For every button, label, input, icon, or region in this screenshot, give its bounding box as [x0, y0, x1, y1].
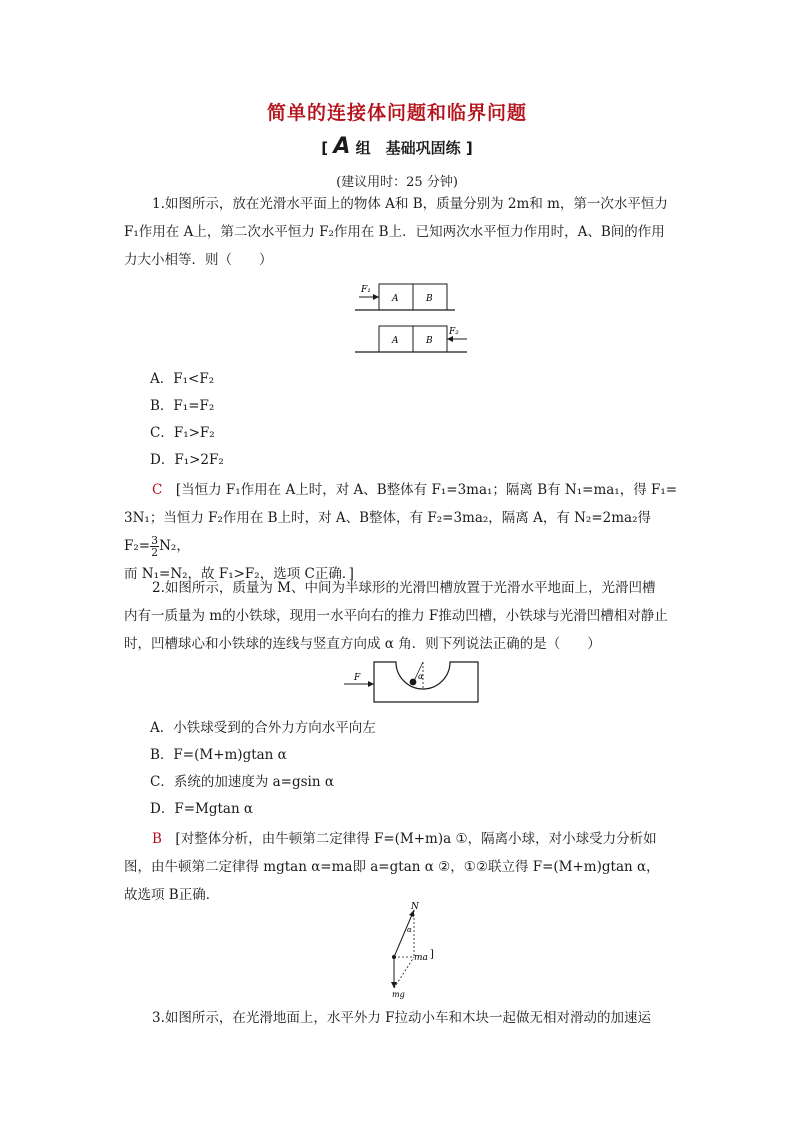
q2-option-b: B．F=(M+m)gtan α [150, 747, 287, 763]
q1-f2-label: F₂ [449, 327, 459, 337]
q1-option-c: C．F₁>F₂ [150, 425, 215, 441]
q2-option-d: D．F=Mgtan α [150, 801, 254, 817]
q1-fraction [150, 535, 159, 558]
q2-f-label: F [354, 673, 361, 683]
q2-number: 2. [152, 580, 165, 596]
q1-number: 1. [152, 196, 165, 212]
q1-f1-arrow [373, 294, 379, 300]
q1-line3: 力大小相等．则（ ） [124, 252, 273, 268]
q1-answer-letter: C [152, 482, 163, 498]
q2-force-alpha: α [407, 926, 412, 934]
q2-expl-line2: 图，由牛顿第二定律得 mgtan α=ma即 a=gtan α ②，①②联立得 F=(M+m)gtan α， [124, 859, 660, 875]
q2-groove [374, 662, 478, 702]
q2-stem [124, 574, 680, 658]
q1-figure [355, 278, 473, 358]
q1-option-d: D．F₁>2F₂ [150, 452, 224, 468]
q1-frac-num: 3 [151, 534, 159, 547]
q2-ball-point [392, 955, 396, 959]
q3-stem [124, 1004, 680, 1032]
q2-line3: 时，凹槽球心和小铁球的连线与竖直方向成 α 角．则下列说法正确的是（ ） [124, 636, 601, 652]
q2-f-arrow [368, 681, 374, 687]
q2-line1: 如图所示，质量为 M、中间为半球形的光滑凹槽放置于光滑水平地面上，光滑凹槽 [164, 580, 656, 596]
q1-line2: F₁作用在 A上，第二次水平恒力 F₂作用在 B上．已知两次水平恒力作用时，A、B间的作用 [124, 224, 665, 240]
q2-mg-label: mg [392, 990, 405, 999]
q2-alpha-label: α [418, 672, 424, 681]
q1-option-a: A．F₁<F₂ [150, 371, 215, 387]
group-label: 组 基础巩固练 [355, 139, 461, 157]
q3-line1: 如图所示，在光滑地面上，水平外力 F拉动小车和木块一起做无相对滑动的加速运 [164, 1010, 652, 1026]
q1-label-a-bottom: A [392, 336, 399, 346]
q2-option-c: C．系统的加速度为 a=gsin α [150, 774, 334, 790]
group-heading [0, 134, 794, 159]
q2-force-bracket: ] [430, 949, 434, 960]
q3-number: 3. [152, 1010, 165, 1026]
q1-explanation [124, 476, 680, 588]
q1-label-b-top: B [426, 294, 433, 304]
group-bracket-open: [ [321, 139, 329, 157]
q2-n-label: N [411, 902, 419, 912]
q2-expl-line3: 故选项 B正确． [124, 887, 220, 903]
q1-line1: 如图所示，放在光滑水平面上的物体 A和 B，质量分别为 2m和 m，第一次水平恒力 [164, 196, 668, 212]
q1-label-b-bottom: B [426, 336, 433, 346]
q1-expl-line3: 而 N₁=N₂，故 F₁>F₂，选项 C正确．] [124, 566, 354, 582]
q2-expl-line1: [对整体分析，由牛顿第二定律得 F=(M+m)a ①，隔离小球，对小球受力分析如 [175, 831, 657, 847]
page-title: 简单的连接体问题和临界问题 [266, 102, 527, 124]
q1-expl-line1: [当恒力 F₁作用在 A上时，对 A、B整体有 F₁=3ma₁；隔离 B有 N₁=ma₁，得 F₁= [175, 482, 678, 498]
q2-answer-letter: B [152, 831, 162, 847]
q1-option-b: B．F₁=F₂ [150, 398, 215, 414]
q2-force-diagram [380, 900, 444, 1000]
q2-ma-label: ma [414, 953, 428, 963]
q2-option-a: A．小铁球受到的合外力方向水平向左 [150, 720, 376, 736]
time-note: (建议用时：25 分钟) [336, 175, 458, 190]
q2-groove-figure [340, 660, 482, 706]
q1-frac-den: 2 [151, 546, 159, 559]
group-letter: A [333, 134, 351, 159]
q2-iron-ball [410, 679, 417, 686]
q1-stem [124, 190, 680, 274]
q1-expl-line2a: 3N₁；当恒力 F₂作用在 B上时，对 A、B整体，有 F₂=3ma₂，隔离 A，有 N₂=2ma₂得 F₂= [124, 510, 652, 554]
q2-mg-arrow [391, 982, 397, 988]
q1-label-a-top: A [392, 294, 399, 304]
q2-explanation [124, 825, 680, 909]
q2-line2: 内有一质量为 m的小铁球，现用一水平向右的推力 F推动凹槽，小铁球与光滑凹槽相对静止 [124, 608, 668, 624]
q1-expl-line2b: N₂， [159, 538, 190, 554]
q1-f1-label: F₁ [361, 285, 371, 295]
group-bracket-close: ] [465, 139, 473, 157]
